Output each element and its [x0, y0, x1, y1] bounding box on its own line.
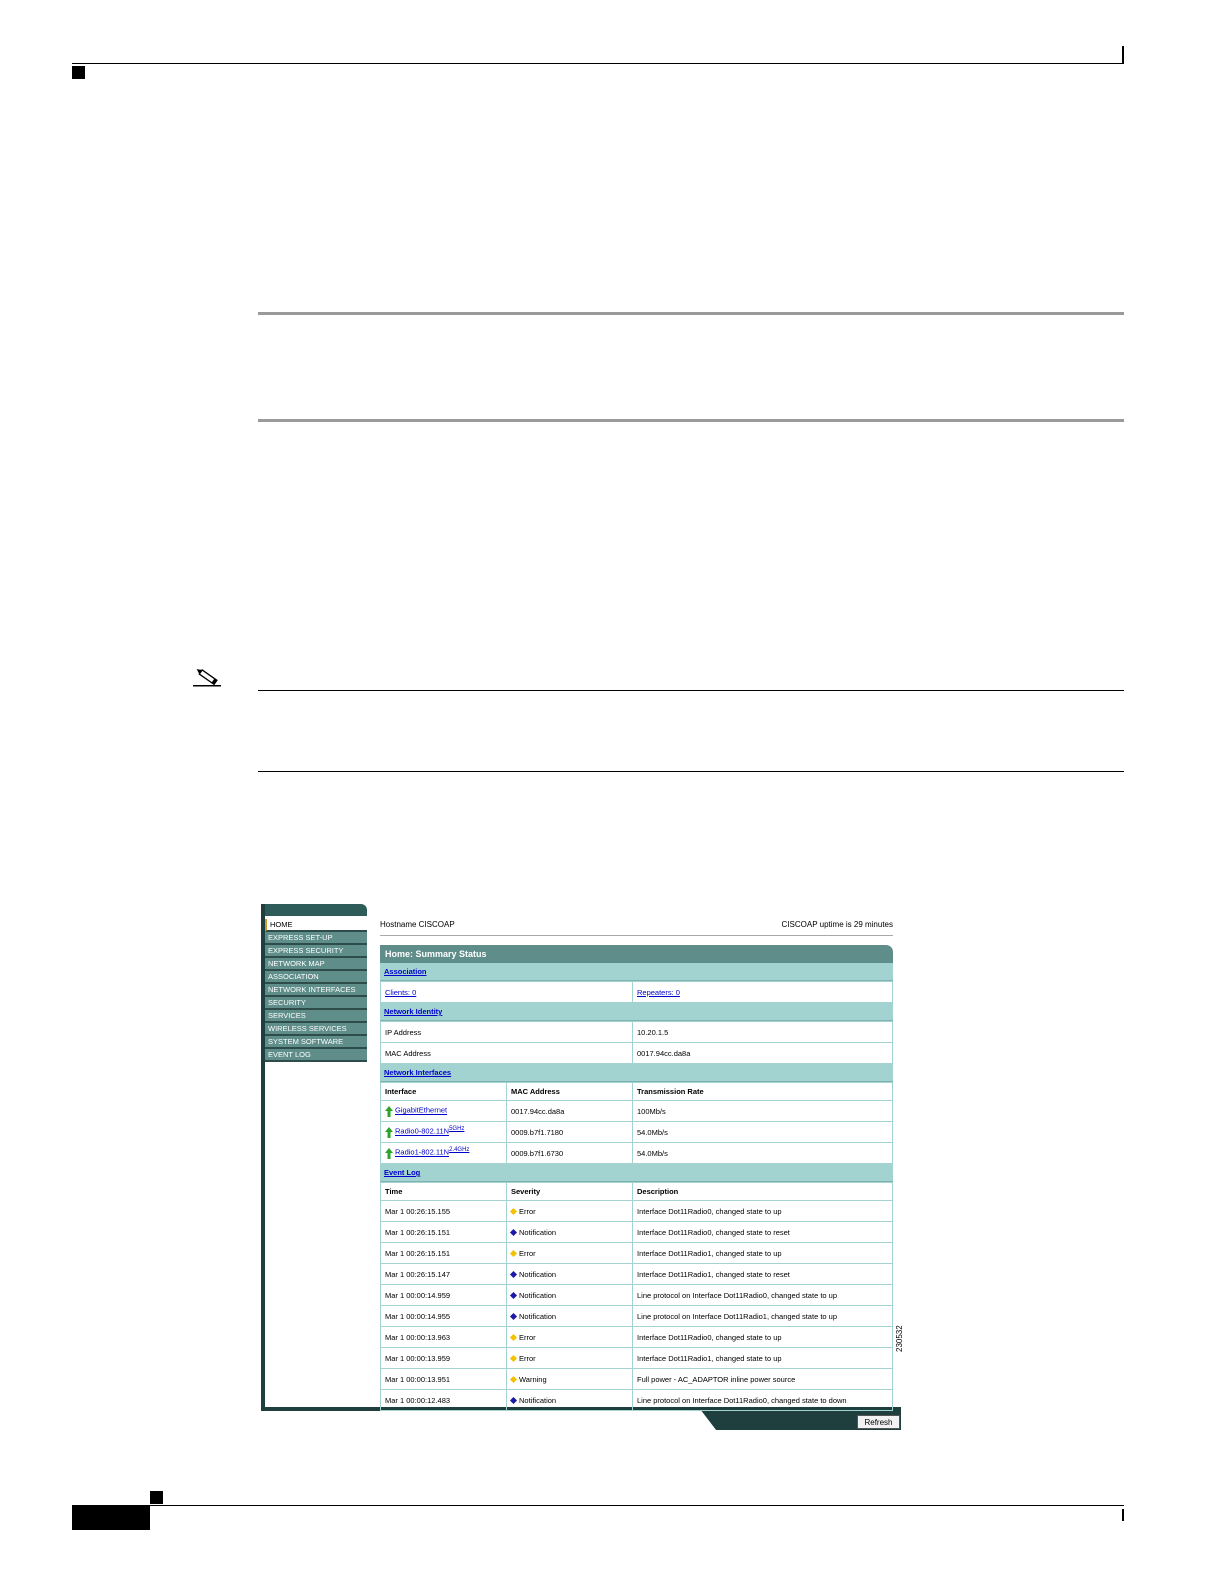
event-description: Line protocol on Interface Dot11Radio0, changed state to up	[633, 1285, 893, 1306]
procedure-rule-top	[258, 312, 1124, 315]
section-association	[380, 963, 893, 981]
event-severity: Warning	[519, 1374, 547, 1384]
nav-item-system-software[interactable]: SYSTEM SOFTWARE	[265, 1036, 367, 1049]
col-mac-address: MAC Address	[507, 1083, 633, 1101]
event-severity: Error	[519, 1206, 536, 1216]
event-row	[381, 1243, 893, 1264]
col-interface: Interface	[381, 1083, 507, 1101]
footer-block	[72, 1505, 150, 1530]
procedure-rule-bottom	[258, 419, 1124, 422]
event-row	[381, 1327, 893, 1348]
nav-item-services[interactable]: SERVICES	[265, 1010, 367, 1023]
figure-top-tab	[261, 904, 367, 916]
clients-link[interactable]: Clients: 0	[385, 987, 417, 997]
event-row	[381, 1222, 893, 1243]
event-description: Line protocol on Interface Dot11Radio0, changed state to down	[633, 1390, 893, 1411]
header-rule	[72, 63, 1124, 64]
event-time: Mar 1 00:00:13.963	[381, 1327, 507, 1348]
event-row	[381, 1264, 893, 1285]
interface-band[interactable]: 5GHz	[449, 1126, 465, 1133]
status-up-arrow-icon	[385, 1148, 393, 1159]
summary-status-panel	[380, 945, 893, 1411]
event-row	[381, 1348, 893, 1369]
event-description: Interface Dot11Radio0, changed state to reset	[633, 1222, 893, 1243]
warning-diamond-icon	[510, 1376, 517, 1383]
network-identity-link[interactable]: Network Identity	[384, 1007, 443, 1016]
event-row	[381, 1306, 893, 1327]
footer-tick	[1122, 1509, 1124, 1521]
refresh-button[interactable]: Refresh	[857, 1415, 900, 1429]
ip-value: 10.20.1.5	[633, 1022, 893, 1043]
notification-diamond-icon	[510, 1313, 517, 1320]
status-up-arrow-icon	[385, 1106, 393, 1117]
header-square	[72, 66, 85, 79]
event-description: Interface Dot11Radio0, changed state to up	[633, 1201, 893, 1222]
event-description: Line protocol on Interface Dot11Radio1, changed state to up	[633, 1306, 893, 1327]
notification-diamond-icon	[510, 1397, 517, 1404]
event-severity: Notification	[519, 1269, 557, 1279]
interface-mac: 0009.b7f1.7180	[507, 1122, 633, 1143]
mac-label: MAC Address	[381, 1043, 633, 1064]
page-title: Home: Summary Status	[380, 945, 893, 963]
event-row	[381, 1285, 893, 1306]
nav-item-network-interfaces[interactable]: NETWORK INTERFACES	[265, 984, 367, 997]
network-interfaces-link[interactable]: Network Interfaces	[384, 1068, 452, 1077]
repeaters-link[interactable]: Repeaters: 0	[637, 987, 680, 997]
sidebar-nav	[265, 919, 367, 1062]
section-event-log	[380, 1164, 893, 1182]
nav-item-wireless-services[interactable]: WIRELESS SERVICES	[265, 1023, 367, 1036]
interface-link[interactable]: Radio0-802.11N	[395, 1126, 450, 1136]
event-severity: Error	[519, 1353, 536, 1363]
col-transmission-rate: Transmission Rate	[633, 1083, 893, 1101]
col-description: Description	[633, 1183, 893, 1201]
event-time: Mar 1 00:26:15.151	[381, 1222, 507, 1243]
interface-link[interactable]: GigabitEthernet	[395, 1105, 448, 1115]
interface-rate: 54.0Mb/s	[633, 1122, 893, 1143]
event-time: Mar 1 00:00:13.959	[381, 1348, 507, 1369]
event-log-table	[380, 1182, 893, 1411]
interface-rate: 54.0Mb/s	[633, 1143, 893, 1164]
nav-item-home[interactable]: HOME	[265, 919, 367, 932]
event-description: Interface Dot11Radio1, changed state to reset	[633, 1264, 893, 1285]
nav-item-association[interactable]: ASSOCIATION	[265, 971, 367, 984]
section-network-identity	[380, 1003, 893, 1021]
event-time: Mar 1 00:26:15.155	[381, 1201, 507, 1222]
interface-link[interactable]: Radio1-802.11N	[395, 1147, 450, 1157]
event-row	[381, 1390, 893, 1411]
nav-item-express-security[interactable]: EXPRESS SECURITY	[265, 945, 367, 958]
event-severity: Notification	[519, 1311, 557, 1321]
col-severity: Severity	[507, 1183, 633, 1201]
association-table	[380, 981, 893, 1003]
notification-diamond-icon	[510, 1271, 517, 1278]
nav-item-security[interactable]: SECURITY	[265, 997, 367, 1010]
mac-value: 0017.94cc.da8a	[633, 1043, 893, 1064]
col-time: Time	[381, 1183, 507, 1201]
interface-mac: 0009.b7f1.6730	[507, 1143, 633, 1164]
nav-item-express-setup[interactable]: EXPRESS SET-UP	[265, 932, 367, 945]
event-severity: Error	[519, 1332, 536, 1342]
status-up-arrow-icon	[385, 1127, 393, 1138]
hostname-divider	[380, 935, 893, 936]
note-pencil-icon	[190, 668, 224, 690]
section-network-interfaces	[380, 1064, 893, 1082]
event-time: Mar 1 00:00:13.951	[381, 1369, 507, 1390]
event-time: Mar 1 00:00:12.483	[381, 1390, 507, 1411]
event-severity: Notification	[519, 1290, 557, 1300]
interface-band[interactable]: 2.4GHz	[449, 1147, 470, 1154]
footer-rule	[72, 1505, 1124, 1506]
notification-diamond-icon	[510, 1292, 517, 1299]
hostname-text: Hostname CISCOAP	[380, 920, 455, 929]
error-diamond-icon	[510, 1355, 517, 1362]
event-severity: Error	[519, 1248, 536, 1258]
ip-label: IP Address	[381, 1022, 633, 1043]
nav-item-network-map[interactable]: NETWORK MAP	[265, 958, 367, 971]
error-diamond-icon	[510, 1334, 517, 1341]
event-row	[381, 1369, 893, 1390]
interface-mac: 0017.94cc.da8a	[507, 1101, 633, 1122]
interface-row	[381, 1143, 893, 1164]
event-time: Mar 1 00:00:14.959	[381, 1285, 507, 1306]
error-diamond-icon	[510, 1208, 517, 1215]
event-description: Interface Dot11Radio0, changed state to up	[633, 1327, 893, 1348]
error-diamond-icon	[510, 1250, 517, 1257]
header-tick	[1122, 46, 1124, 64]
interface-rate: 100Mb/s	[633, 1101, 893, 1122]
event-row	[381, 1201, 893, 1222]
note-rule-top	[258, 690, 1124, 691]
nav-item-event-log[interactable]: EVENT LOG	[265, 1049, 367, 1062]
event-time: Mar 1 00:00:14.955	[381, 1306, 507, 1327]
interface-row	[381, 1122, 893, 1143]
figure-id: 230532	[895, 1325, 904, 1352]
network-interfaces-table	[380, 1082, 893, 1164]
event-description: Full power - AC_ADAPTOR inline power source	[633, 1369, 893, 1390]
footer-square	[150, 1491, 163, 1504]
uptime-text: CISCOAP uptime is 29 minutes	[781, 920, 893, 929]
network-identity-table	[380, 1021, 893, 1064]
event-severity: Notification	[519, 1227, 557, 1237]
event-time: Mar 1 00:26:15.147	[381, 1264, 507, 1285]
notification-diamond-icon	[510, 1229, 517, 1236]
event-description: Interface Dot11Radio1, changed state to up	[633, 1243, 893, 1264]
event-log-link[interactable]: Event Log	[384, 1168, 421, 1177]
association-link[interactable]: Association	[384, 967, 427, 976]
event-severity: Notification	[519, 1395, 557, 1405]
note-rule-bottom	[258, 771, 1124, 772]
event-time: Mar 1 00:26:15.151	[381, 1243, 507, 1264]
event-description: Interface Dot11Radio1, changed state to up	[633, 1348, 893, 1369]
interface-row	[381, 1101, 893, 1122]
